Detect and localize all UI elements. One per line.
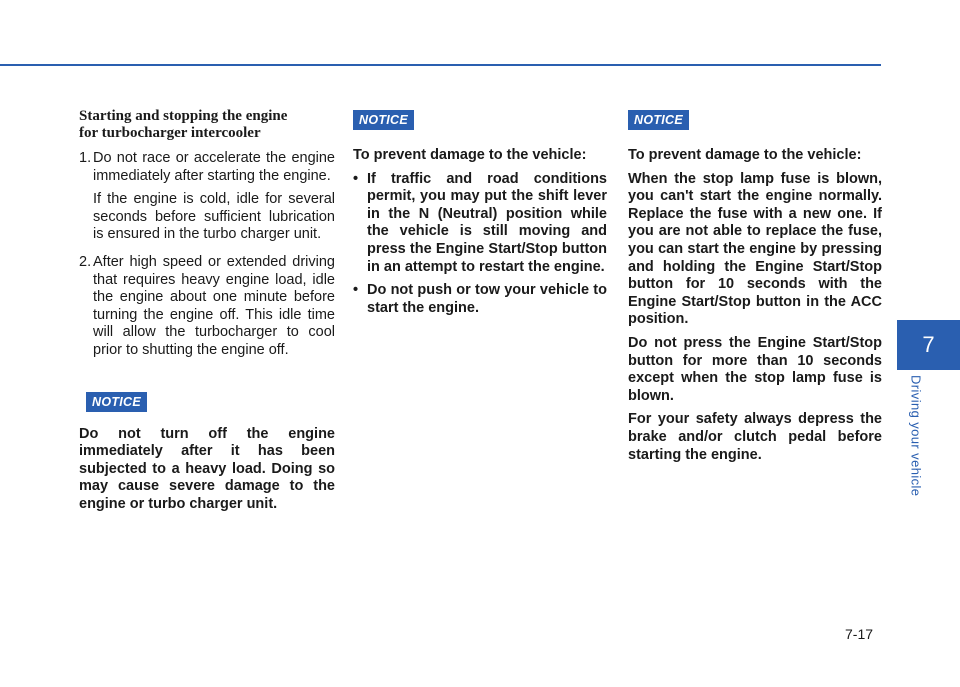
page-number: 7-17	[845, 626, 874, 642]
item-paragraph: Do not race or accelerate the engine immediately after starting the engine.	[93, 150, 335, 184]
chapter-title: Driving your vehicle	[908, 375, 924, 497]
notice-title: To prevent damage to the vehicle:	[628, 147, 862, 163]
section-heading-line1: Starting and stopping the engine	[79, 108, 288, 124]
bullet-item	[353, 282, 607, 317]
item-number: 1.	[79, 150, 92, 166]
notice-text: Do not turn off the engine immediately after it has been subjected to a heavy load. Doing so may cause severe damage to the engine or turbo charger unit.	[79, 425, 335, 512]
column-middle	[353, 110, 607, 323]
item-number: 2.	[79, 253, 92, 270]
bullet-item	[353, 171, 607, 277]
notice-badge: NOTICE	[353, 110, 414, 130]
column-right	[628, 110, 882, 470]
section-heading	[79, 108, 335, 142]
notice-badge: NOTICE	[628, 110, 689, 130]
notice-paragraph: Do not press the Engine Start/Stop button for more than 10 seconds except when the stop lamp fuse is blown.	[628, 334, 882, 404]
section-heading-line2: for turbocharger intercooler	[79, 125, 261, 141]
top-rule	[0, 64, 881, 66]
chapter-tab: 7	[897, 320, 960, 370]
notice-paragraph: For your safety always depress the brake and/or clutch pedal before starting the engine.	[628, 411, 882, 463]
column-left	[79, 108, 335, 520]
bullet-text: Do not push or tow your vehicle to start the engine.	[367, 282, 607, 316]
bullet-dot-icon: •	[353, 170, 359, 187]
notice-badge: NOTICE	[86, 392, 147, 412]
bullet-text: If traffic and road conditions permit, you may put the shift lever in the N (Neutral) position while the vehicle is still moving and press the Engine Start/Stop button in an attempt to restart the engine.	[367, 170, 607, 275]
item-paragraph: If the engine is cold, idle for several seconds before sufficient lubrication is ensured in the turbo charger unit.	[93, 191, 335, 243]
list-item	[79, 254, 335, 366]
bullet-dot-icon: •	[353, 282, 359, 299]
item-paragraph: After high speed or extended driving that requires heavy engine load, idle the engine about one minute before turning the engine off. This idle time will allow the turbocharger to cool prior to shutting the engine off.	[93, 253, 335, 358]
notice-title: To prevent damage to the vehicle:	[353, 147, 587, 163]
list-item	[79, 150, 335, 250]
notice-paragraph: When the stop lamp fuse is blown, you can't start the engine normally. Replace the fuse with a new one. If you are not able to replace the fuse, you can start the engine by pressing and holding the Engine Start/Stop button for 10 seconds with the Engine Start/Stop button in the ACC position.	[628, 170, 882, 328]
